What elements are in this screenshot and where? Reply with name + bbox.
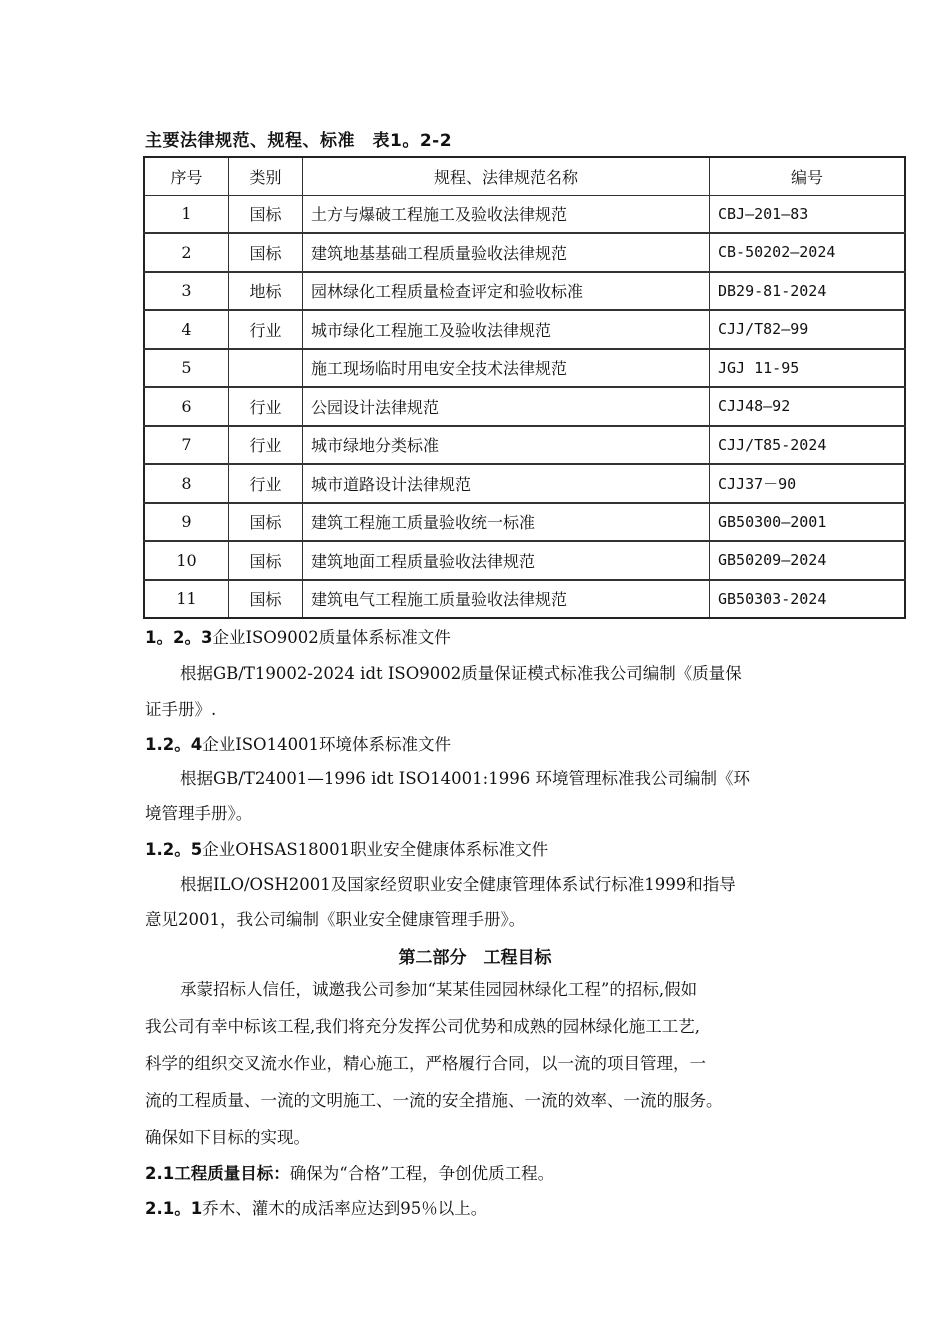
row-name: 土方与爆破工程施工及验收法律规范 bbox=[303, 195, 710, 233]
row-code: JGJ 11-95 bbox=[710, 349, 906, 388]
paragraph-line: 承蒙招标人信任，诚邀我公司参加“某某佳园园林绿化工程”的招标,假如 bbox=[180, 980, 698, 999]
row-code: CJJ/T85-2024 bbox=[710, 426, 906, 465]
table-row bbox=[144, 349, 905, 388]
section-heading-1-2-5 bbox=[145, 836, 548, 860]
paragraph-line: 我公司有幸中标该工程,我们将充分发挥公司优势和成熟的园林绿化施工工艺, bbox=[145, 1017, 700, 1036]
row-category: 行业 bbox=[229, 426, 303, 465]
row-no: 2 bbox=[144, 233, 229, 272]
row-name: 建筑地基基础工程质量验收法律规范 bbox=[303, 233, 710, 272]
table-caption: 主要法律规范、规程、标准 表1。2-2 bbox=[145, 131, 453, 151]
row-no: 6 bbox=[144, 387, 229, 426]
row-no: 10 bbox=[144, 541, 229, 580]
row-name: 公园设计法律规范 bbox=[303, 387, 710, 426]
row-name: 施工现场临时用电安全技术法律规范 bbox=[303, 349, 710, 388]
section-heading-1-2-4 bbox=[145, 731, 451, 755]
paragraph-line: 根据GB/T24001—1996 idt ISO14001:1996 环境管理标准我公司编制《环 bbox=[180, 769, 750, 788]
section-title: 企业ISO14001环境体系标准文件 bbox=[202, 735, 452, 754]
row-no: 11 bbox=[144, 580, 229, 619]
quality-goal-label: 2.1工程质量目标： bbox=[145, 1164, 290, 1183]
row-category: 国标 bbox=[229, 541, 303, 580]
section-number: 1.2。4 bbox=[145, 735, 203, 754]
table-row bbox=[144, 233, 905, 272]
row-no: 7 bbox=[144, 426, 229, 465]
survival-rate-text: 乔木、灌木的成活率应达到95％以上。 bbox=[202, 1199, 488, 1218]
table-row bbox=[144, 426, 905, 465]
row-no: 4 bbox=[144, 310, 229, 349]
row-no: 9 bbox=[144, 503, 229, 542]
section-number: 2.1。1 bbox=[145, 1199, 203, 1218]
row-no: 3 bbox=[144, 272, 229, 311]
paragraph-line: 科学的组织交叉流水作业，精心施工，严格履行合同，以一流的项目管理，一 bbox=[145, 1054, 706, 1073]
row-category: 国标 bbox=[229, 580, 303, 619]
table-row bbox=[144, 503, 905, 542]
paragraph-line: 境管理手册》。 bbox=[145, 804, 253, 823]
header-name: 规程、法律规范名称 bbox=[303, 157, 710, 195]
row-category: 国标 bbox=[229, 503, 303, 542]
row-category: 行业 bbox=[229, 310, 303, 349]
section-title: 企业ISO9002质量体系标准文件 bbox=[212, 628, 451, 647]
survival-rate-line bbox=[145, 1195, 487, 1219]
section-number: 1.2。5 bbox=[145, 840, 203, 859]
paragraph-line: 根据ILO/OSH2001及国家经贸职业安全健康管理体系试行标准1999和指导 bbox=[180, 875, 736, 894]
row-code: GB50303-2024 bbox=[710, 580, 906, 619]
row-category bbox=[229, 349, 303, 388]
row-name: 建筑工程施工质量验收统一标准 bbox=[303, 503, 710, 542]
row-code: CJJ48—92 bbox=[710, 387, 906, 426]
paragraph-line: 确保如下目标的实现。 bbox=[145, 1128, 310, 1147]
row-name: 建筑电气工程施工质量验收法律规范 bbox=[303, 580, 710, 619]
row-code: GB50209—2024 bbox=[710, 541, 906, 580]
paragraph-line: 根据GB/T19002-2024 idt ISO9002质量保证模式标准我公司编制《质量保 bbox=[180, 664, 742, 683]
table-row bbox=[144, 464, 905, 503]
section-heading-1-2-3 bbox=[145, 624, 451, 648]
row-name: 城市道路设计法律规范 bbox=[303, 464, 710, 503]
table-header-row bbox=[144, 157, 905, 195]
table-row bbox=[144, 580, 905, 619]
quality-goal-text: 确保为“合格”工程，争创优质工程。 bbox=[289, 1164, 555, 1183]
header-no: 序号 bbox=[144, 157, 229, 195]
row-category: 国标 bbox=[229, 195, 303, 233]
header-code: 编号 bbox=[710, 157, 906, 195]
row-category: 地标 bbox=[229, 272, 303, 311]
table-row bbox=[144, 387, 905, 426]
paragraph-line: 流的工程质量、一流的文明施工、一流的安全措施、一流的效率、一流的服务。 bbox=[145, 1091, 723, 1110]
paragraph-line: 意见2001，我公司编制《职业安全健康管理手册》。 bbox=[145, 910, 526, 929]
part-two-heading: 第二部分 工程目标 bbox=[398, 948, 552, 968]
header-category: 类别 bbox=[229, 157, 303, 195]
laws-table bbox=[143, 156, 906, 619]
row-name: 建筑地面工程质量验收法律规范 bbox=[303, 541, 710, 580]
row-code: CJJ/T82—99 bbox=[710, 310, 906, 349]
table-row bbox=[144, 541, 905, 580]
row-code: GB50300—2001 bbox=[710, 503, 906, 542]
row-code: CB-50202—2024 bbox=[710, 233, 906, 272]
row-code: CJJ37－90 bbox=[710, 464, 906, 503]
paragraph-line: 证手册》. bbox=[145, 700, 217, 719]
quality-goal-line bbox=[145, 1160, 554, 1184]
row-name: 城市绿地分类标准 bbox=[303, 426, 710, 465]
row-category: 国标 bbox=[229, 233, 303, 272]
section-number: 1。2。3 bbox=[145, 628, 213, 647]
table-row bbox=[144, 272, 905, 311]
row-no: 5 bbox=[144, 349, 229, 388]
row-name: 园林绿化工程质量检查评定和验收标准 bbox=[303, 272, 710, 311]
row-no: 1 bbox=[144, 195, 229, 233]
row-name: 城市绿化工程施工及验收法律规范 bbox=[303, 310, 710, 349]
row-category: 行业 bbox=[229, 464, 303, 503]
row-no: 8 bbox=[144, 464, 229, 503]
table-row bbox=[144, 195, 905, 233]
section-title: 企业OHSAS18001职业安全健康体系标准文件 bbox=[202, 840, 549, 859]
row-code: CBJ—201—83 bbox=[710, 195, 906, 233]
table-row bbox=[144, 310, 905, 349]
row-category: 行业 bbox=[229, 387, 303, 426]
row-code: DB29-81-2024 bbox=[710, 272, 906, 311]
